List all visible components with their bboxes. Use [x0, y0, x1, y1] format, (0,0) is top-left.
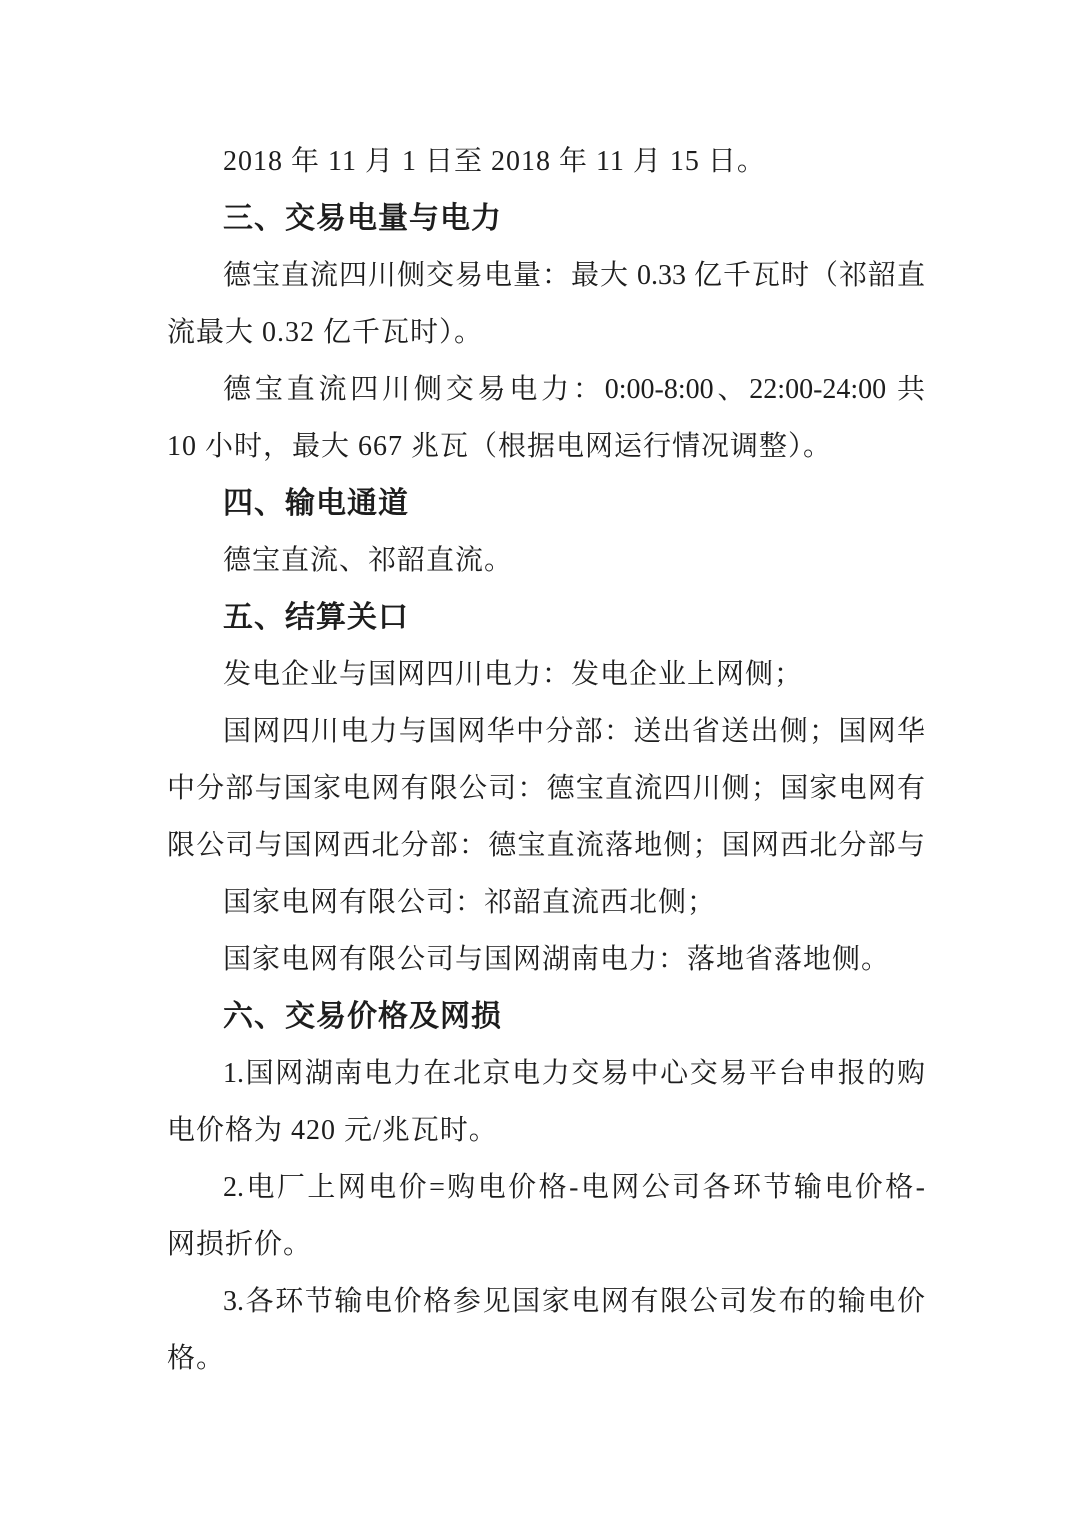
document-line: 流最大 0.32 亿千瓦时）。 — [167, 317, 484, 348]
document-line: 限公司与国网西北分部：德宝直流落地侧；国网西北分部与 — [167, 830, 925, 861]
section-heading: 四、输电通道 — [223, 487, 409, 520]
document-line: 3.各环节输电价格参见国家电网有限公司发布的输电价 — [223, 1286, 925, 1317]
document-line: 网损折价。 — [167, 1229, 313, 1260]
document-line: 发电企业与国网四川电力：发电企业上网侧； — [223, 659, 804, 690]
document-line: 格。 — [167, 1343, 226, 1374]
document-line: 电价格为 420 元/兆瓦时。 — [167, 1115, 498, 1146]
section-heading: 三、交易电量与电力 — [223, 202, 502, 235]
document-line: 德宝直流四川侧交易电量：最大 0.33 亿千瓦时（祁韶直 — [223, 260, 925, 291]
section-heading: 六、交易价格及网损 — [223, 1000, 502, 1033]
document-line: 德宝直流、祁韶直流。 — [223, 545, 514, 576]
document-line: 国家电网有限公司与国网湖南电力：落地省落地侧。 — [223, 944, 891, 975]
section-heading: 五、结算关口 — [223, 601, 409, 634]
document-line: 2.电厂上网电价=购电价格-电网公司各环节输电价格- — [223, 1172, 925, 1203]
document-line: 1.国网湖南电力在北京电力交易中心交易平台申报的购 — [223, 1058, 925, 1089]
document-body — [167, 133, 925, 1387]
document-line: 国家电网有限公司：祁韶直流西北侧； — [223, 887, 717, 918]
document-line: 2018 年 11 月 1 日至 2018 年 11 月 15 日。 — [223, 146, 766, 177]
document-line: 10 小时，最大 667 兆瓦（根据电网运行情况调整）。 — [167, 431, 833, 462]
document-line: 中分部与国家电网有限公司：德宝直流四川侧；国家电网有 — [167, 773, 925, 804]
document-line: 德宝直流四川侧交易电力：0:00-8:00、22:00-24:00 共 — [223, 374, 925, 405]
document-line: 国网四川电力与国网华中分部：送出省送出侧；国网华 — [223, 716, 925, 747]
